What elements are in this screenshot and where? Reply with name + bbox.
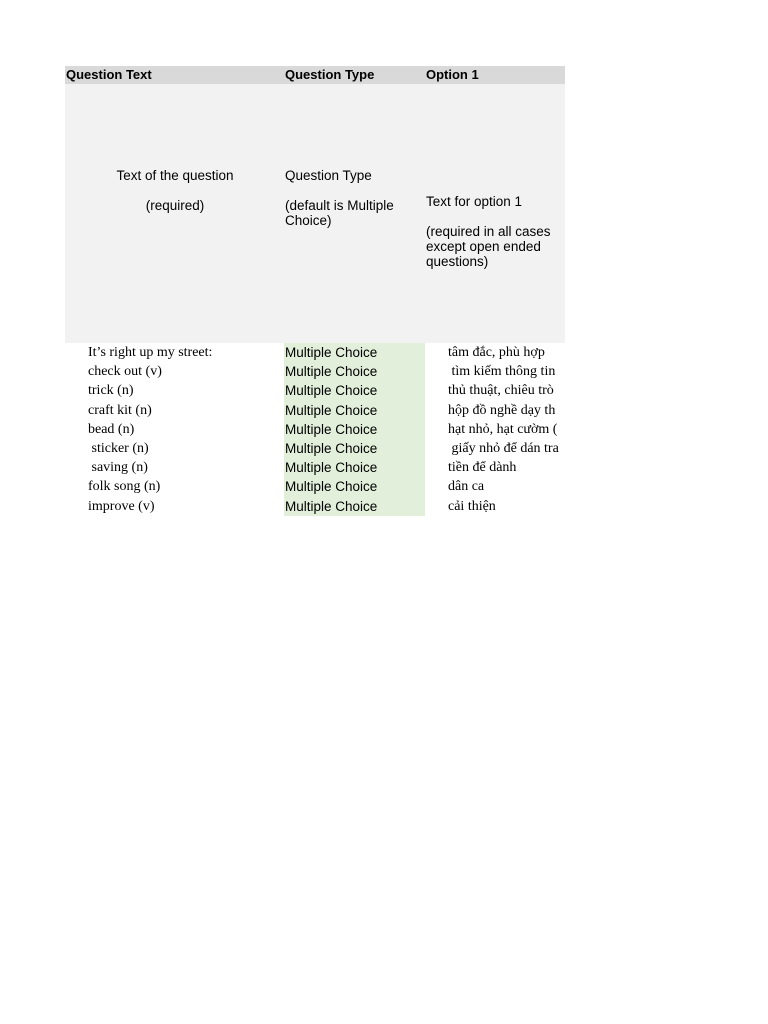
description-question-text[interactable] bbox=[66, 168, 284, 213]
description-question-type[interactable] bbox=[285, 168, 425, 228]
description-row bbox=[65, 84, 565, 343]
table-row bbox=[65, 439, 565, 458]
question-cell[interactable]: saving (n) bbox=[88, 460, 148, 476]
table-row bbox=[65, 401, 565, 420]
question-cell[interactable]: sticker (n) bbox=[88, 440, 149, 456]
table-row bbox=[65, 477, 565, 496]
description-note: (required) bbox=[145, 198, 205, 213]
question-type-cell[interactable]: Multiple Choice bbox=[284, 439, 425, 458]
description-label: Question Type bbox=[285, 168, 372, 183]
question-cell[interactable]: It’s right up my street: bbox=[88, 345, 213, 360]
question-cell[interactable]: craft kit (n) bbox=[88, 402, 152, 418]
spreadsheet bbox=[65, 66, 565, 516]
description-option-1[interactable] bbox=[426, 194, 560, 269]
description-note: (default is Multiple Choice) bbox=[285, 198, 394, 228]
option-1-cell[interactable]: thủ thuật, chiêu trò bbox=[448, 383, 554, 399]
table-row bbox=[65, 381, 565, 400]
option-1-cell[interactable]: giấy nhỏ để dán tra bbox=[448, 440, 559, 456]
question-type-cell[interactable]: Multiple Choice bbox=[284, 420, 425, 439]
question-cell[interactable]: trick (n) bbox=[88, 383, 134, 399]
description-label: Text for option 1 bbox=[426, 194, 523, 209]
option-1-cell[interactable]: hộp đồ nghề dạy th bbox=[448, 402, 556, 418]
question-cell[interactable]: check out (v) bbox=[88, 364, 162, 380]
option-1-cell[interactable]: tiền để dành bbox=[448, 460, 517, 476]
description-label: Text of the question bbox=[116, 168, 234, 183]
table-row bbox=[65, 420, 565, 439]
header-option-1[interactable]: Option 1 bbox=[426, 67, 479, 82]
header-question-type[interactable]: Question Type bbox=[285, 67, 375, 82]
description-note: (required in all cases except open ended questions) bbox=[426, 224, 551, 269]
question-cell[interactable]: folk song (n) bbox=[88, 479, 161, 495]
option-1-cell[interactable]: hạt nhỏ, hạt cườm ( bbox=[448, 421, 558, 437]
data-rows bbox=[65, 343, 565, 516]
question-type-cell[interactable]: Multiple Choice bbox=[284, 401, 425, 420]
table-row bbox=[65, 458, 565, 477]
question-type-cell[interactable]: Multiple Choice bbox=[284, 477, 425, 496]
option-1-cell[interactable]: tâm đắc, phù hợp bbox=[448, 345, 545, 360]
option-1-cell[interactable]: dân ca bbox=[448, 479, 485, 495]
table-row bbox=[65, 362, 565, 381]
question-type-cell[interactable]: Multiple Choice bbox=[284, 458, 425, 477]
table-row bbox=[65, 497, 565, 516]
table-row bbox=[65, 343, 565, 362]
header-row bbox=[65, 66, 565, 84]
question-type-cell[interactable]: Multiple Choice bbox=[284, 381, 425, 400]
option-1-cell[interactable]: cải thiện bbox=[448, 498, 496, 514]
header-question-text[interactable]: Question Text bbox=[66, 67, 152, 82]
option-1-cell[interactable]: tìm kiếm thông tin bbox=[448, 364, 556, 380]
question-type-cell[interactable]: Multiple Choice bbox=[284, 497, 425, 516]
question-type-cell[interactable]: Multiple Choice bbox=[284, 343, 425, 362]
question-cell[interactable]: bead (n) bbox=[88, 421, 135, 437]
question-cell[interactable]: improve (v) bbox=[88, 498, 155, 514]
question-type-cell[interactable]: Multiple Choice bbox=[284, 362, 425, 381]
